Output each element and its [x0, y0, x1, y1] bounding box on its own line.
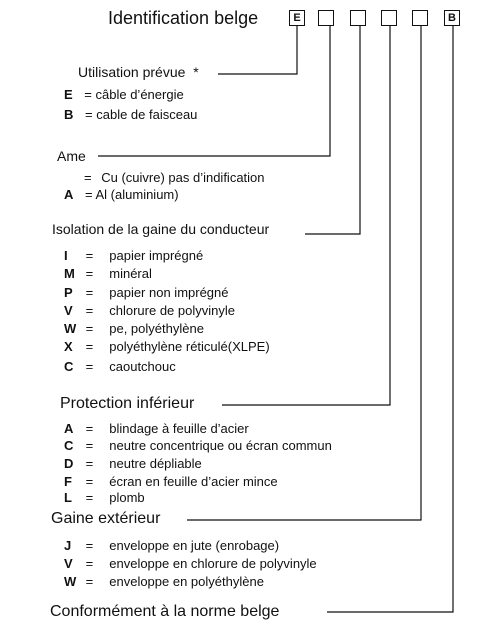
- item-desc: papier non imprégné: [109, 285, 229, 300]
- item-equals: =: [85, 474, 94, 489]
- list-item: [64, 339, 270, 354]
- section-heading-utilisation: [78, 64, 199, 80]
- section-heading-isolation: Isolation de la gaine du conducteur: [52, 221, 270, 237]
- item-equals: =: [85, 538, 94, 553]
- item-desc: caoutchouc: [109, 359, 176, 374]
- item-code: B: [64, 107, 74, 122]
- section-heading-ame: Ame: [57, 148, 86, 164]
- item-code: M: [64, 266, 75, 281]
- item-code: A: [64, 421, 74, 436]
- item-equals: =: [84, 170, 92, 185]
- list-item: [64, 321, 204, 336]
- item-code: C: [64, 359, 74, 374]
- item-equals: =: [85, 359, 94, 374]
- item-equals: =: [85, 574, 94, 589]
- list-item: [64, 248, 203, 263]
- item-code: V: [64, 556, 73, 571]
- item-equals: =: [85, 107, 93, 122]
- list-item: [64, 556, 317, 571]
- list-item: [84, 170, 265, 185]
- item-desc: neutre concentrique ou écran commun: [109, 438, 332, 453]
- item-code: P: [64, 285, 73, 300]
- item-desc: pe, polyéthylène: [109, 321, 204, 336]
- item-equals: =: [85, 187, 93, 202]
- item-desc: blindage à feuille d’acier: [109, 421, 249, 436]
- item-desc: enveloppe en chlorure de polyvinyle: [109, 556, 317, 571]
- item-code: L: [64, 490, 72, 505]
- item-code: F: [64, 474, 72, 489]
- item-desc: neutre dépliable: [109, 456, 202, 471]
- item-code: A: [64, 187, 74, 202]
- asterisk-mark: *: [193, 64, 199, 80]
- item-equals: =: [85, 421, 94, 436]
- list-item: [64, 107, 197, 122]
- item-equals: =: [85, 438, 94, 453]
- item-equals: =: [85, 321, 94, 336]
- item-equals: =: [85, 266, 94, 281]
- item-equals: =: [85, 556, 94, 571]
- list-item: [64, 303, 235, 318]
- list-item: [64, 421, 249, 436]
- item-desc: minéral: [109, 266, 152, 281]
- item-desc: plomb: [109, 490, 145, 505]
- item-desc: cable de faisceau: [96, 107, 198, 122]
- utilisation-heading-text: Utilisation prévue: [78, 64, 186, 80]
- list-item: [64, 187, 179, 202]
- section-heading-protection: Protection inférieur: [60, 395, 195, 412]
- item-equals: =: [85, 339, 94, 354]
- list-item: [64, 438, 332, 453]
- item-desc: enveloppe en jute (enrobage): [109, 538, 280, 553]
- item-code: I: [64, 248, 68, 263]
- list-item: [64, 87, 184, 102]
- item-desc: polyéthylène réticulé(XLPE): [109, 339, 270, 354]
- list-item: [64, 266, 152, 281]
- list-item: [64, 456, 202, 471]
- item-code: W: [64, 321, 77, 336]
- list-item: [64, 574, 264, 589]
- code-box-1: E: [289, 10, 305, 26]
- diagram-title: Identification belge: [108, 8, 259, 28]
- list-item: [64, 538, 279, 553]
- item-code: J: [64, 538, 72, 553]
- item-code: W: [64, 574, 77, 589]
- section-heading-norme: Conformément à la norme belge: [50, 603, 280, 620]
- item-desc: câble d’énergie: [95, 87, 184, 102]
- list-item: [64, 490, 145, 505]
- item-code: C: [64, 438, 74, 453]
- section-heading-gaine: Gaine extérieur: [51, 510, 161, 527]
- connector-utilisation: [218, 26, 297, 74]
- item-equals: =: [84, 87, 92, 102]
- item-desc: enveloppe en polyéthylène: [109, 574, 264, 589]
- item-code: D: [64, 456, 74, 471]
- item-equals: =: [85, 456, 94, 471]
- item-equals: =: [85, 285, 94, 300]
- item-desc: Cu (cuivre) pas d’indification: [101, 170, 265, 185]
- item-desc: papier imprégné: [109, 248, 204, 263]
- item-code: X: [64, 339, 73, 354]
- item-equals: =: [85, 248, 94, 263]
- item-equals: =: [85, 490, 94, 505]
- item-desc: écran en feuille d’acier mince: [109, 474, 278, 489]
- item-equals: =: [85, 303, 94, 318]
- item-code: V: [64, 303, 73, 318]
- code-box-6: B: [444, 10, 460, 26]
- list-item: [64, 285, 229, 300]
- item-code: E: [64, 87, 73, 102]
- item-desc: chlorure de polyvinyle: [109, 303, 235, 318]
- item-desc: Al (aluminium): [95, 187, 179, 202]
- connector-isolation: [305, 26, 360, 234]
- list-item: [64, 359, 176, 374]
- list-item: [64, 474, 278, 489]
